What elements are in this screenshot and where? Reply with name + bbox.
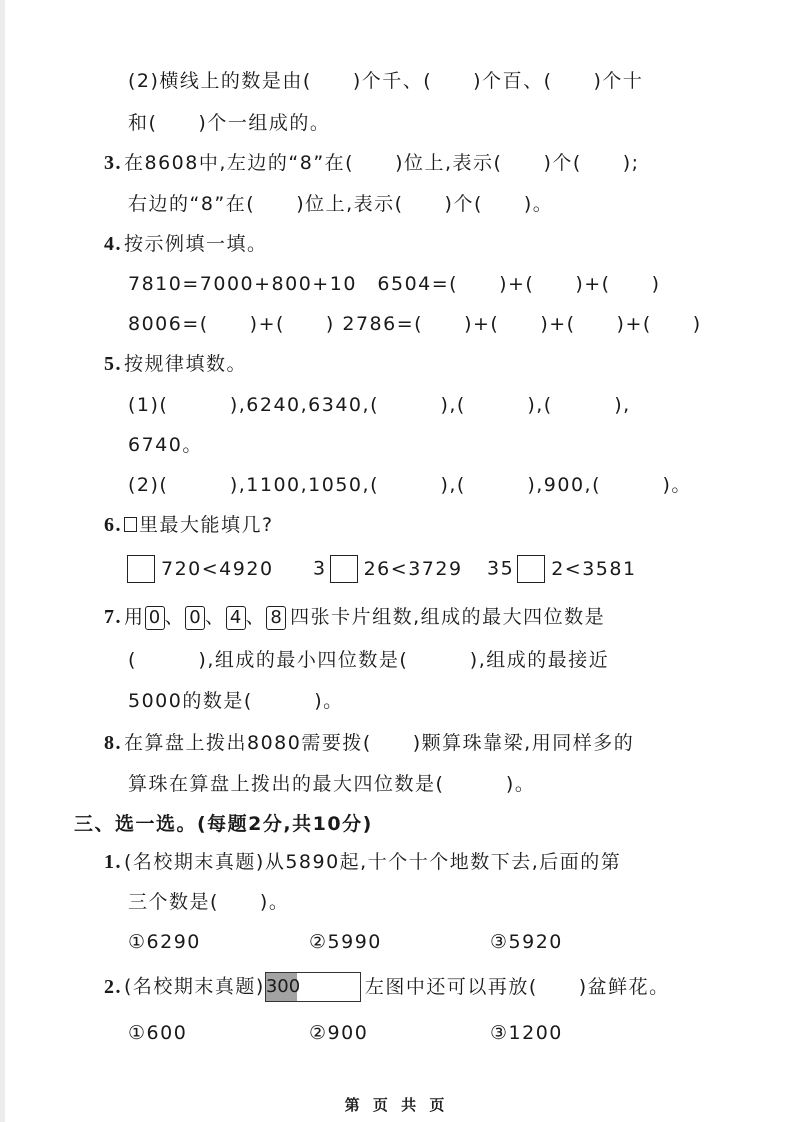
question-5: [104, 351, 247, 377]
question-text: 里最大能填几?: [139, 514, 274, 536]
section-3-heading: 三、选一选。(每题2分,共10分): [74, 813, 373, 835]
question-8: [104, 730, 634, 756]
q2-sub2-line1: (2)横线上的数是由( )个千、( )个百、( )个十: [128, 70, 644, 92]
question-5-sub2: (2)( ),1100,1050,( ),( ),900,( )。: [128, 474, 692, 496]
page-footer: 第 页 共 页: [344, 1096, 449, 1114]
inequality-text: 26<3729: [363, 557, 463, 580]
question-4-line2: 7810=7000+800+10 6504=( )+( )+( ): [128, 273, 661, 295]
separator: 、: [245, 606, 267, 628]
choice-question-1-line2: 三个数是( )。: [128, 891, 290, 913]
option-1[interactable]: ①600: [128, 1022, 188, 1044]
question-number: 8.: [104, 732, 122, 754]
inequality-text: 720<4920: [161, 557, 274, 580]
question-6-item1: [127, 555, 274, 583]
page-edge-shadow: [0, 0, 5, 1122]
choice-question-1: [104, 849, 621, 875]
filled-portion: 300: [266, 973, 297, 1001]
question-6-item3: [487, 555, 637, 583]
question-5-sub1: (1)( ),6240,6340,( ),( ),( ),: [128, 394, 631, 416]
question-3-line2: 右边的“8”在( )位上,表示( )个( )。: [128, 193, 554, 215]
option-3[interactable]: ③5920: [490, 931, 563, 953]
question-text: 按规律填数。: [124, 353, 248, 375]
question-text: 在8608中,左边的“8”在( )位上,表示( )个( );: [124, 152, 640, 174]
question-text: (名校期末真题): [124, 975, 265, 998]
digit-card: 0: [145, 606, 165, 630]
option-2[interactable]: ②900: [309, 1022, 369, 1044]
question-4-line3: 8006=( )+( ) 2786=( )+( )+( )+( ): [128, 313, 702, 335]
question-7-line2: ( ),组成的最小四位数是( ),组成的最接近: [128, 649, 610, 671]
question-3: [104, 150, 640, 176]
option-3[interactable]: ③1200: [490, 1022, 563, 1044]
question-7: [104, 604, 605, 630]
question-text: 用: [124, 606, 145, 628]
separator: 、: [164, 606, 186, 628]
question-number: 7.: [104, 606, 122, 628]
answer-box-icon: [124, 517, 137, 532]
choice-question-2: [104, 972, 670, 1002]
question-text: 在算盘上拨出8080需要拨( )颗算珠靠梁,用同样多的: [124, 732, 635, 754]
question-text: (名校期末真题)从5890起,十个十个地数下去,后面的第: [124, 851, 622, 873]
option-1[interactable]: ①6290: [128, 931, 201, 953]
question-5-sub1-cont: 6740。: [128, 434, 203, 456]
q2-sub2-line2: 和( )个一组成的。: [128, 112, 331, 134]
question-number: 5.: [104, 353, 122, 375]
answer-box[interactable]: [517, 555, 545, 583]
inequality-prefix: 3: [313, 557, 327, 580]
question-number: 4.: [104, 233, 122, 255]
question-6: [104, 512, 274, 538]
digit-card: 4: [226, 606, 246, 630]
question-number: 3.: [104, 152, 122, 174]
separator: 、: [205, 606, 226, 628]
question-number: 2.: [104, 975, 122, 998]
option-2[interactable]: ②5990: [309, 931, 382, 953]
question-4: [104, 231, 268, 257]
inequality-prefix: 35: [487, 557, 515, 580]
question-number: 1.: [104, 851, 122, 873]
question-7-line3: 5000的数是( )。: [128, 690, 344, 712]
question-8-line2: 算珠在算盘上拨出的最大四位数是( )。: [128, 773, 536, 795]
digit-card: 8: [266, 606, 286, 630]
digit-card: 0: [185, 606, 205, 630]
flower-count-figure: [265, 972, 361, 1002]
inequality-text: 2<3581: [551, 557, 637, 580]
question-text: 四张卡片组数,组成的最大四位数是: [290, 606, 606, 628]
question-number: 6.: [104, 514, 122, 536]
question-text: 左图中还可以再放( )盆鲜花。: [364, 975, 670, 998]
answer-box[interactable]: [127, 555, 155, 583]
question-text: 按示例填一填。: [124, 233, 268, 255]
answer-box[interactable]: [330, 555, 358, 583]
question-6-item2: [313, 555, 463, 583]
